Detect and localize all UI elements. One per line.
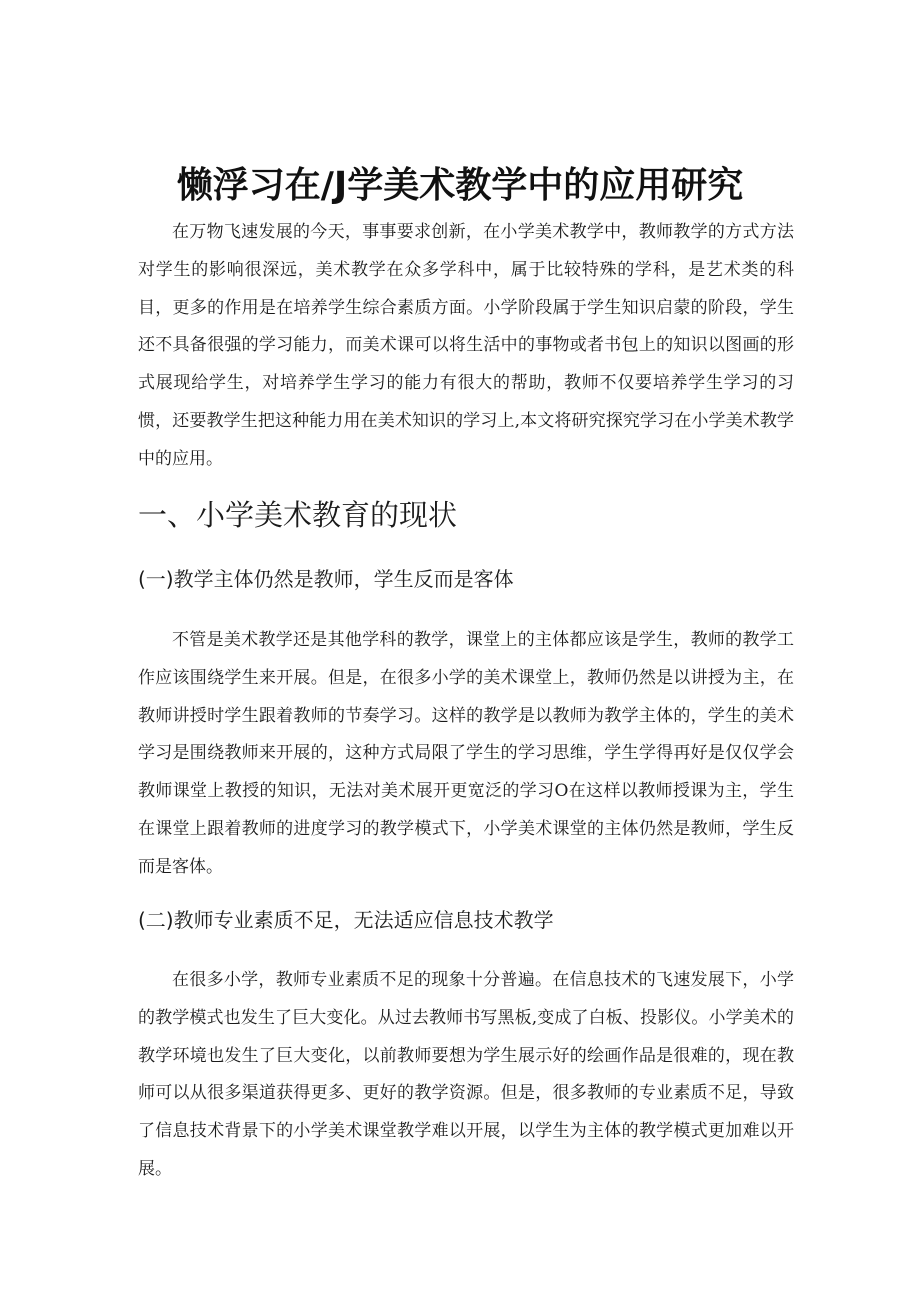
subsection-1-paragraph: 不管是美术教学还是其他学科的教学，课堂上的主体都应该是学生，教师的教学工作应该围绕学生来开展。但是，在很多小学的美术课堂上，教师仍然是以讲授为主，在教师讲授时学生跟着教师的节奏学习。这样的教学是以教师为教学主体的，学生的美术学习是围绕教师来开展的，这种方式局限了学生的学习思维，学生学得再好是仅仅学会教师课堂上教授的知识，无法对美术展开更宽泛的学习O在这样以教师授课为主，学生在课堂上跟着教师的进度学习的教学模式下，小学美术课堂的主体仍然是教师，学生反而是客体。 <box>138 630 794 877</box>
intro-paragraph: 在万物飞速发展的今天，事事要求创新，在小学美术教学中，教师教学的方式方法对学生的影响很深远，美术教学在众多学科中，属于比较特殊的学科，是艺术类的科目，更多的作用是在培养学生综合素质方面。小学阶段属于学生知识启蒙的阶段，学生还不具备很强的学习能力，而美术课可以将生活中的事物或者书包上的知识以图画的形式展现给学生，对培养学生学习的能力有很大的帮助，教师不仅要培养学生学习的习惯，还要教学生把这种能力用在美术知识的学习上,本文将研究探究学习在小学美术教学中的应用。 <box>138 222 794 469</box>
subsection-2-heading: (二)教师专业素质不足，无法适应信息技术教学 <box>138 908 554 932</box>
subsection-2-paragraph: 在很多小学，教师专业素质不足的现象十分普遍。在信息技术的飞速发展下，小学的教学模式也发生了巨大变化。从过去教师书写黑板,变成了白板、投影仪。小学美术的教学环境也发生了巨大变化，以前教师要想为学生展示好的绘画作品是很难的，现在教师可以从很多渠道获得更多、更好的教学资源。但是，很多教师的专业素质不足，导致了信息技术背景下的小学美术课堂教学难以开展，以学生为主体的教学模式更加难以开展。 <box>138 970 794 1179</box>
section-1-heading: 一、小学美术教育的现状 <box>138 498 458 532</box>
subsection-1-heading: (一)教学主体仍然是教师，学生反而是客体 <box>138 567 514 591</box>
document-title: 懒浮习在/J学美术教学中的应用研究 <box>176 165 744 207</box>
